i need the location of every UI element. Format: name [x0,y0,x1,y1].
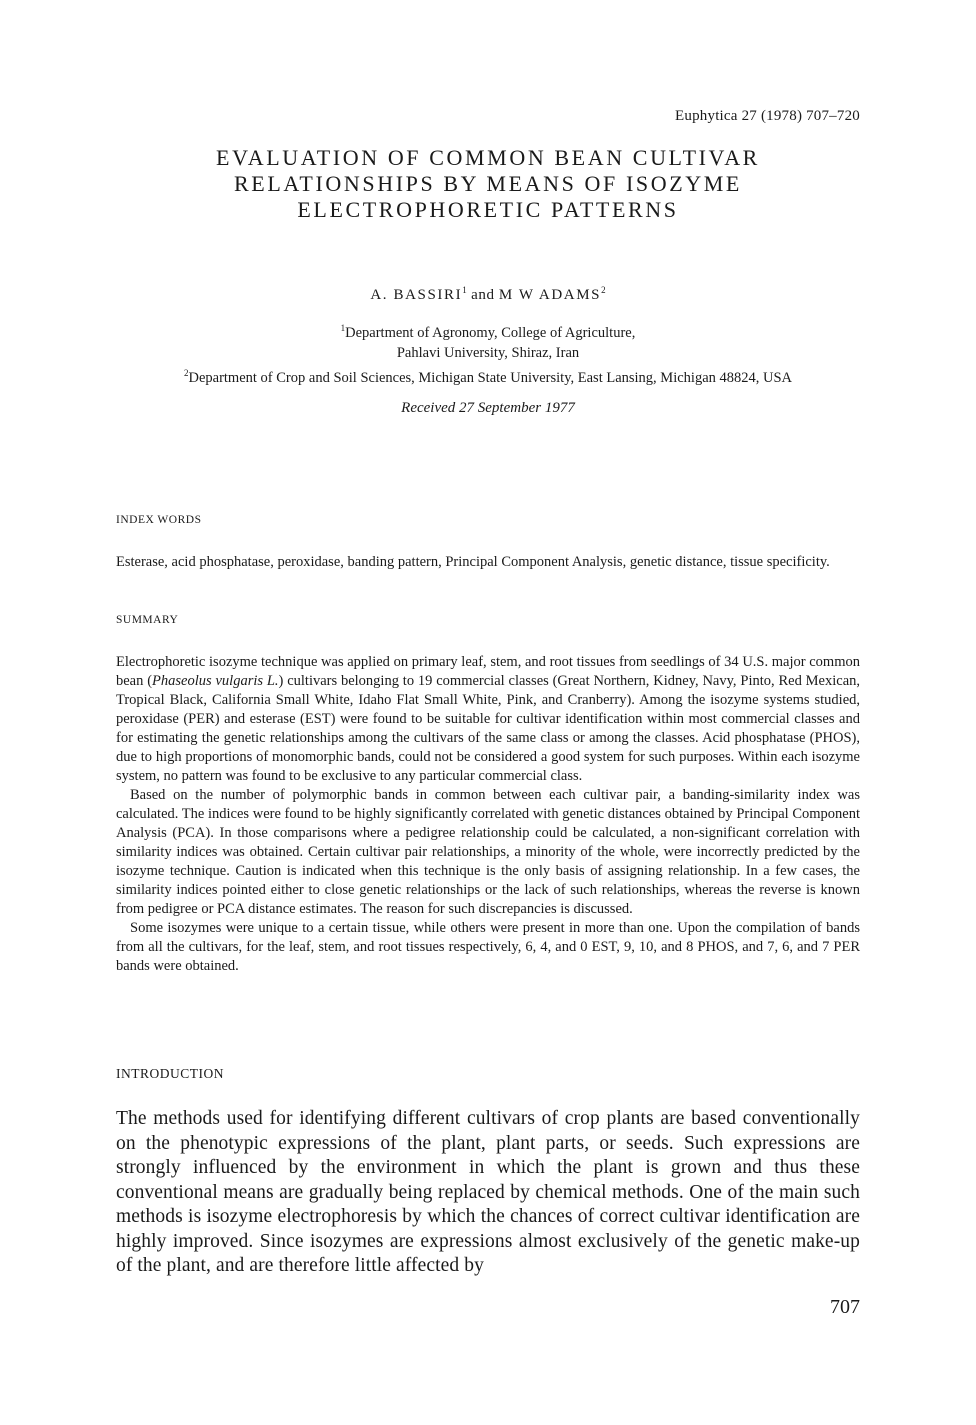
introduction-heading: INTRODUCTION [116,1066,224,1081]
author-2-affil-mark: 2 [601,285,606,295]
summary-paragraph-3: Some isozymes were unique to a certain tissue, while others were present in more than one. Upon the compilation of bands from all the cultivars, for the leaf, stem, and root tissues respectively, 6, 4, and 0 EST, 9, 10, and 8 PHOS, and 7, 6, and 7 PER bands were obtained. [116,920,860,974]
author-2: M W ADAMS [498,287,602,303]
affiliation-2-mark: 2 [183,367,189,378]
journal-reference: Euphytica 27 (1978) 707–720 [675,108,860,124]
received-date: Received 27 September 1977 [401,400,575,416]
title-line-2: RELATIONSHIPS BY MEANS OF ISOZYME [234,171,742,196]
author-1-affil-mark: 1 [462,285,467,295]
author-1: A. BASSIRI [370,287,463,303]
title-line-3: ELECTROPHORETIC PATTERNS [297,197,679,222]
title-line-1: EVALUATION OF COMMON BEAN CULTIVAR [216,145,760,170]
species-name: Phaseolus vulgaris L. [152,673,279,689]
index-words-heading: INDEX WORDS [116,514,202,526]
summary-paragraph-2: Based on the number of polymorphic bands in common between each cultivar pair, a banding-similarity index was calculated. The indices were found to be highly significantly correlated with genetic distances obtained by Principal Component Analysis (PCA). In those comparisons where a pedigree relationship could be calculated, a non-significant correlation with similarity indices was obtained. Certain cultivar pair relationships, a minority of the whole, were incorrectly predicted by the isozyme technique. Caution is indicated when this technique is the only basis of assigning relationship. In a few cases, the similarity indices pointed either to close genetic relationships or the lack of such relationships, whereas the reverse is known from pedigree or PCA distance estimates. The reason for such discrepancies is discussed. [116,787,860,917]
introduction-body [116,1107,860,1279]
author-list [116,285,860,304]
page-number: 707 [830,1296,860,1318]
affiliation-1-line-2: Pahlavi University, Shiraz, Iran [396,344,580,361]
summary-paragraph-1: Electrophoretic isozyme technique was applied on primary leaf, stem, and root tissues from seedlings of 34 U.S. major common bean (Phaseolus vulgaris L.) cultivars belonging to 19 commercial classes (Great Northern, Kidney, Navy, Pinto, Red Mexican, Tropical Black, California Small White, Idaho Flat Small White, Pink, and Cranberry). Among the isozyme systems studied, peroxidase (PER) and esterase (EST) were found to be suitable for cultivar identification within most commercial classes and for estimating the genetic relationships among the cultivars of the same class or among the classes. Acid phosphatase (PHOS), due to high proportions of monomorphic bands, could not be considered a good system for such purposes. Within each isozyme system, no pattern was found to be exclusive to any particular commercial class. [116,654,861,784]
summary-body [116,653,860,976]
affiliation-1-line-1: $^1$Department of Agronomy, College of Agriculture, [340,323,636,341]
affiliation-1-mark: 1 [340,323,346,333]
affiliations [116,318,860,388]
author-conjunction: and [466,287,499,303]
paper-title [116,145,860,223]
affiliation-2: $^2$Department of Crop and Soil Sciences, Michigan State University, East Lansing, Michigan 48824, USA [183,367,793,386]
summary-heading: SUMMARY [116,614,179,626]
introduction-paragraph: The methods used for identifying different cultivars of crop plants are based conventionally on the phenotypic expressions of the plant, plant parts, or seeds. Such expressions are strongly influenced by the environment in which the plant is grown and thus these conventional means are gradually being replaced by chemical methods. One of the main such methods is isozyme electrophoresis by which the chances of correct cultivar identification are highly improved. Since isozymes are expressions almost exclusively of the genetic make-up of the plant, and are therefore little affected by [116,1108,860,1276]
index-words-text: Esterase, acid phosphatase, peroxidase, banding pattern, Principal Component Analysis, genetic distance, tissue specificity. [116,554,830,570]
